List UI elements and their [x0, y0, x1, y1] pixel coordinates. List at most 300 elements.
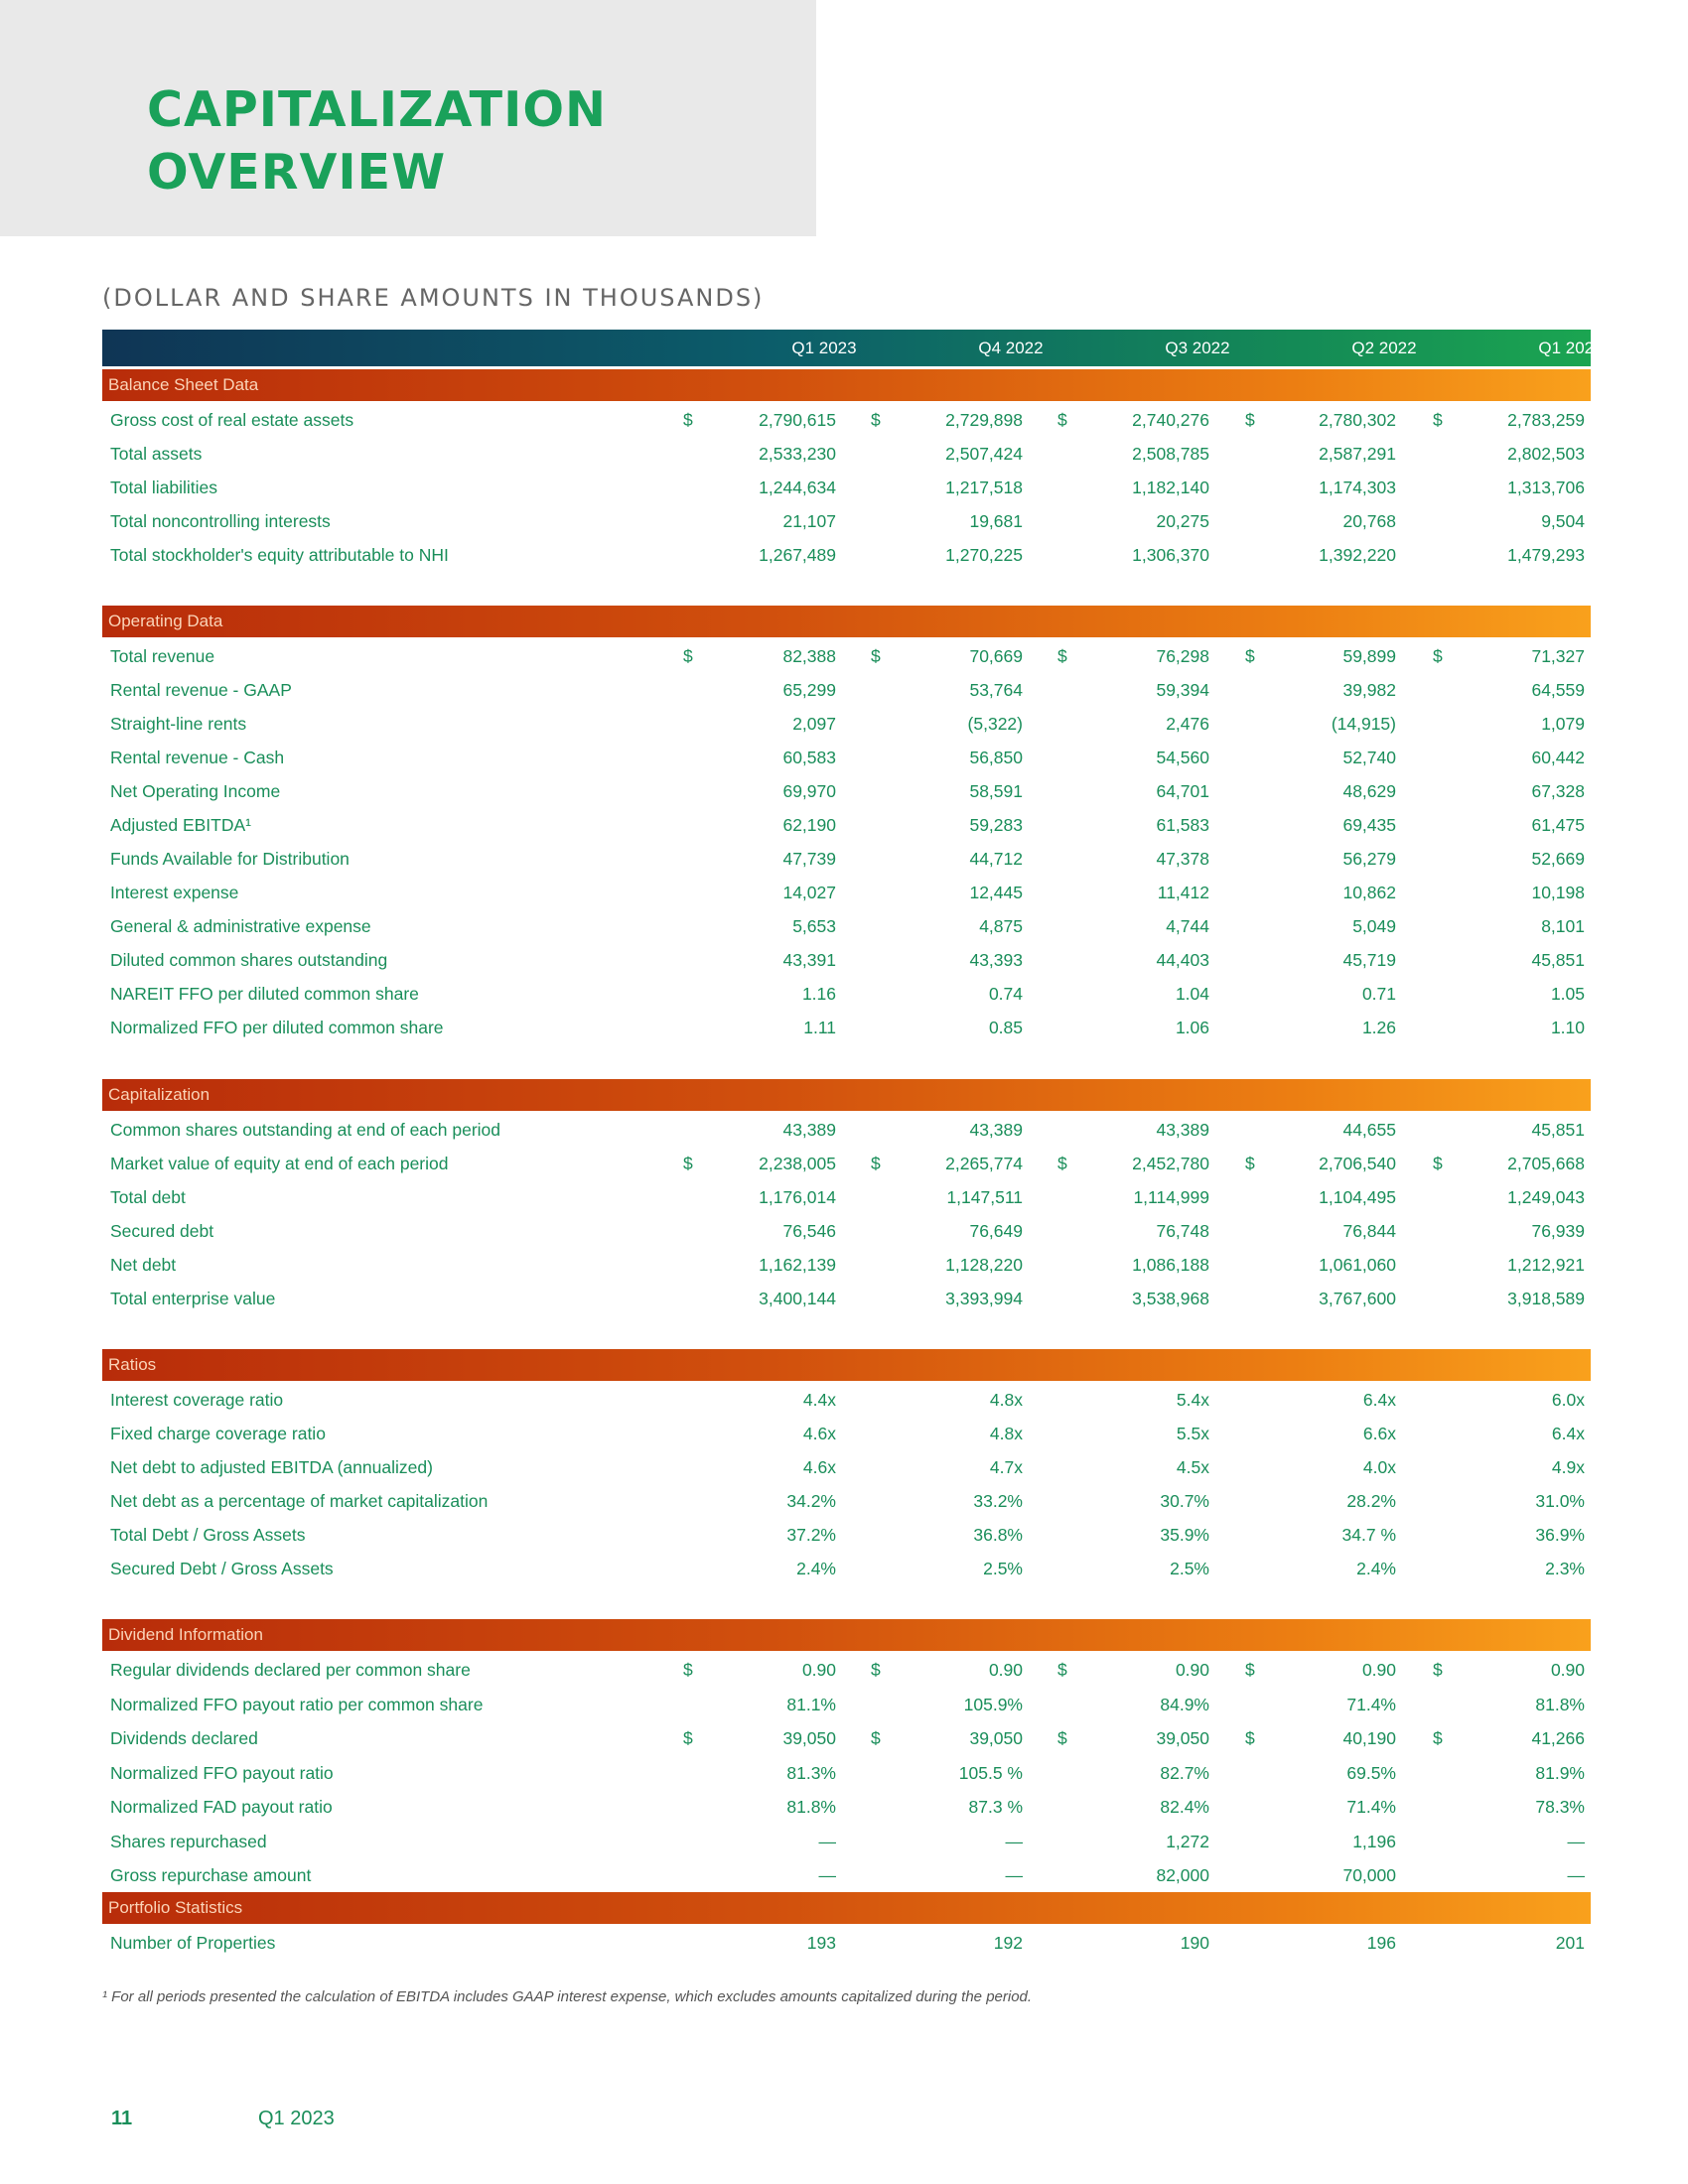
column-header-q1-2023: Q1 2023 — [791, 339, 857, 357]
cell-value: 11,412 — [1157, 883, 1209, 902]
cell-value: 14,027 — [782, 883, 836, 902]
table-row — [0, 977, 1688, 1011]
cell-value: 3,767,600 — [1319, 1289, 1396, 1308]
cell-value: 44,403 — [1156, 950, 1209, 970]
section-label: Portfolio Statistics — [108, 1898, 243, 1917]
cell-value: 61,475 — [1531, 815, 1585, 835]
cell-value: 34.7 % — [1341, 1525, 1396, 1545]
cell-value: 69,970 — [782, 781, 836, 801]
dollar-sign: $ — [871, 1154, 881, 1173]
cell-value: 2,265,774 — [945, 1154, 1023, 1173]
dollar-sign: $ — [1057, 1154, 1067, 1173]
cell-value: 41,266 — [1531, 1728, 1585, 1748]
table-row — [0, 1926, 1688, 1960]
table-row — [0, 808, 1688, 842]
cell-value: 2.5% — [983, 1559, 1023, 1578]
cell-value: 82.4% — [1160, 1797, 1209, 1817]
cell-value: 87.3 % — [968, 1797, 1023, 1817]
cell-value: — — [818, 1865, 836, 1885]
row-label: NAREIT FFO per diluted common share — [110, 984, 419, 1004]
cell-value: 2,729,898 — [945, 410, 1023, 430]
cell-value: 0.90 — [988, 1660, 1023, 1680]
cell-value: 192 — [993, 1933, 1023, 1953]
cell-value: 82.7% — [1160, 1762, 1209, 1783]
cell-value: 1.11 — [803, 1018, 836, 1037]
row-label: Fixed charge coverage ratio — [110, 1424, 326, 1443]
cell-value: 59,394 — [1156, 680, 1209, 700]
cell-value: 193 — [806, 1933, 836, 1953]
cell-value: 5,653 — [792, 916, 836, 936]
cell-value: 2,783,259 — [1507, 410, 1585, 430]
row-label: General & administrative expense — [110, 916, 371, 936]
cell-value: 36.9% — [1535, 1525, 1585, 1545]
dollar-sign: $ — [683, 646, 693, 666]
cell-value: 1,249,043 — [1507, 1187, 1585, 1207]
cell-value: 45,851 — [1531, 950, 1585, 970]
dollar-sign: $ — [1433, 1728, 1443, 1748]
cell-value: 47,378 — [1156, 849, 1209, 869]
cell-value: 12,445 — [969, 883, 1023, 902]
table-row — [0, 1790, 1688, 1824]
table-row — [0, 1450, 1688, 1484]
section-label: Balance Sheet Data — [108, 375, 259, 394]
cell-value: 2.4% — [1356, 1559, 1396, 1578]
cell-value: 105.9% — [963, 1694, 1023, 1714]
cell-value: 19,681 — [969, 511, 1023, 531]
row-label: Total liabilities — [110, 478, 217, 497]
table-row — [0, 1721, 1688, 1755]
cell-value: 71.4% — [1346, 1694, 1396, 1714]
row-label: Regular dividends declared per common share — [110, 1660, 471, 1680]
cell-value: 1.26 — [1361, 1018, 1396, 1037]
row-label: Normalized FFO payout ratio per common share — [110, 1694, 484, 1714]
cell-value: 76,649 — [969, 1221, 1023, 1241]
table-row — [0, 1653, 1688, 1687]
cell-value: 190 — [1180, 1933, 1209, 1953]
cell-value: 52,669 — [1531, 849, 1585, 869]
cell-value: 58,591 — [969, 781, 1023, 801]
cell-value: 4.4x — [802, 1390, 836, 1410]
cell-value: 36.8% — [973, 1525, 1023, 1545]
dollar-sign: $ — [871, 646, 881, 666]
row-label: Total assets — [110, 444, 203, 464]
cell-value: 6.6x — [1362, 1424, 1396, 1443]
cell-value: 1,147,511 — [946, 1187, 1023, 1207]
dollar-sign: $ — [1433, 410, 1443, 430]
cell-value: 5.4x — [1176, 1390, 1209, 1410]
dollar-sign: $ — [683, 1660, 693, 1680]
cell-value: (14,915) — [1331, 714, 1396, 734]
cell-value: 1,128,220 — [945, 1255, 1023, 1275]
row-label: Interest coverage ratio — [110, 1390, 284, 1410]
cell-value: 39,050 — [782, 1728, 836, 1748]
cell-value: 39,050 — [969, 1728, 1023, 1748]
table-row — [0, 741, 1688, 774]
row-label: Rental revenue - GAAP — [110, 680, 292, 700]
row-label: Normalized FAD payout ratio — [110, 1797, 333, 1817]
cell-value: 2,476 — [1166, 714, 1209, 734]
section-label: Dividend Information — [108, 1625, 263, 1644]
cell-value: 4,744 — [1166, 916, 1209, 936]
table-row — [0, 876, 1688, 909]
cell-value: 3,918,589 — [1507, 1289, 1585, 1308]
row-label: Funds Available for Distribution — [110, 849, 350, 869]
cell-value: 82,388 — [782, 646, 836, 666]
cell-value: 6.4x — [1362, 1390, 1396, 1410]
cell-value: 81.8% — [786, 1797, 836, 1817]
row-label: Diluted common shares outstanding — [110, 950, 388, 970]
cell-value: 1,086,188 — [1132, 1255, 1209, 1275]
cell-value: 4.5x — [1176, 1457, 1209, 1477]
cell-value: 71,327 — [1531, 646, 1585, 666]
cell-value: 2,705,668 — [1507, 1154, 1585, 1173]
footer-quarter: Q1 2023 — [258, 2108, 335, 2129]
row-label: Shares repurchased — [110, 1831, 267, 1851]
column-header-q3-2022: Q3 2022 — [1165, 339, 1230, 357]
row-label: Total Debt / Gross Assets — [110, 1525, 306, 1545]
table-row — [0, 538, 1688, 572]
cell-value: 60,583 — [782, 748, 836, 767]
cell-value: 64,559 — [1531, 680, 1585, 700]
section-header-portfolio — [102, 1892, 1591, 1924]
table-row — [0, 1552, 1688, 1585]
row-label: Net debt as a percentage of market capitalization — [110, 1491, 489, 1511]
dollar-sign: $ — [871, 1728, 881, 1748]
dollar-sign: $ — [683, 1728, 693, 1748]
row-label: Dividends declared — [110, 1728, 258, 1748]
cell-value: 1,182,140 — [1132, 478, 1209, 497]
section-header-dividend — [102, 1619, 1591, 1651]
dollar-sign: $ — [1433, 1154, 1443, 1173]
cell-value: 1,217,518 — [945, 478, 1023, 497]
table-row — [0, 1756, 1688, 1790]
table-row — [0, 1282, 1688, 1315]
cell-value: 2,238,005 — [759, 1154, 836, 1173]
table-row — [0, 1180, 1688, 1214]
cell-value: 43,391 — [782, 950, 836, 970]
cell-value: (5,322) — [967, 714, 1023, 734]
table-row — [0, 471, 1688, 504]
dollar-sign: $ — [683, 1154, 693, 1173]
cell-value: 0.90 — [801, 1660, 836, 1680]
cell-value: 84.9% — [1160, 1694, 1209, 1714]
row-label: Gross repurchase amount — [110, 1865, 312, 1885]
dollar-sign: $ — [1245, 1154, 1255, 1173]
cell-value: 76,546 — [782, 1221, 836, 1241]
cell-value: 2.5% — [1170, 1559, 1209, 1578]
page-title-line-2: OVERVIEW — [147, 144, 447, 201]
cell-value: 31.0% — [1535, 1491, 1585, 1511]
cell-value: 2,452,780 — [1132, 1154, 1209, 1173]
cell-value: 6.0x — [1551, 1390, 1585, 1410]
cell-value: 0.74 — [988, 984, 1023, 1004]
cell-value: 1,392,220 — [1319, 545, 1396, 565]
table-row — [0, 842, 1688, 876]
section-header-balance — [102, 369, 1591, 401]
cell-value: 37.2% — [786, 1525, 836, 1545]
cell-value: 64,701 — [1156, 781, 1209, 801]
cell-value: 69.5% — [1346, 1762, 1396, 1783]
row-label: Total stockholder's equity attributable to NHI — [110, 545, 449, 565]
cell-value: 59,899 — [1342, 646, 1396, 666]
cell-value: 44,712 — [969, 849, 1023, 869]
row-label: Number of Properties — [110, 1933, 276, 1953]
cell-value: 1,104,495 — [1319, 1187, 1396, 1207]
cell-value: 3,400,144 — [759, 1289, 836, 1308]
cell-value: 59,283 — [969, 815, 1023, 835]
cell-value: 1,212,921 — [1507, 1255, 1585, 1275]
cell-value: 39,050 — [1156, 1728, 1209, 1748]
cell-value: 43,389 — [782, 1120, 836, 1140]
cell-value: 81.9% — [1535, 1762, 1585, 1783]
table-row — [0, 1011, 1688, 1044]
row-label: Secured debt — [110, 1221, 214, 1241]
cell-value: 45,719 — [1342, 950, 1396, 970]
cell-value: 5.5x — [1176, 1424, 1209, 1443]
cell-value: 4.6x — [802, 1457, 836, 1477]
cell-value: — — [818, 1831, 836, 1851]
cell-value: 70,000 — [1342, 1865, 1396, 1885]
cell-value: 1.05 — [1550, 984, 1585, 1004]
table-row — [0, 1383, 1688, 1417]
cell-value: 1,272 — [1166, 1831, 1209, 1851]
cell-value: 0.90 — [1361, 1660, 1396, 1680]
row-label: Secured Debt / Gross Assets — [110, 1559, 334, 1578]
cell-value: 2.3% — [1545, 1559, 1585, 1578]
table-row — [0, 1825, 1688, 1858]
row-label: Gross cost of real estate assets — [110, 410, 354, 430]
cell-value: 43,393 — [969, 950, 1023, 970]
cell-value: 8,101 — [1541, 916, 1585, 936]
dollar-sign: $ — [1433, 1660, 1443, 1680]
cell-value: 40,190 — [1342, 1728, 1396, 1748]
row-label: Total enterprise value — [110, 1289, 276, 1308]
table-row — [0, 639, 1688, 673]
dollar-sign: $ — [1057, 646, 1067, 666]
cell-value: 81.1% — [786, 1694, 836, 1714]
cell-value: 2,802,503 — [1507, 444, 1585, 464]
cell-value: 76,844 — [1342, 1221, 1396, 1241]
cell-value: 2,507,424 — [945, 444, 1023, 464]
cell-value: 2,587,291 — [1319, 444, 1396, 464]
cell-value: 61,583 — [1156, 815, 1209, 835]
table-row — [0, 1417, 1688, 1450]
cell-value: 4.8x — [989, 1390, 1023, 1410]
cell-value: 196 — [1366, 1933, 1396, 1953]
dollar-sign: $ — [871, 410, 881, 430]
row-label: Market value of equity at end of each period — [110, 1154, 449, 1173]
cell-value: 2,790,615 — [759, 410, 836, 430]
table-row — [0, 943, 1688, 977]
cell-value: 56,850 — [969, 748, 1023, 767]
cell-value: 4.9x — [1551, 1457, 1585, 1477]
row-label: Normalized FFO payout ratio — [110, 1762, 334, 1783]
cell-value: 52,740 — [1342, 748, 1396, 767]
table-row — [0, 1113, 1688, 1147]
table-row — [0, 673, 1688, 707]
cell-value: 43,389 — [969, 1120, 1023, 1140]
cell-value: 62,190 — [782, 815, 836, 835]
cell-value: 105.5 % — [958, 1762, 1023, 1783]
section-header-operating — [102, 606, 1591, 637]
cell-value: 10,198 — [1531, 883, 1585, 902]
cell-value: 81.8% — [1535, 1694, 1585, 1714]
row-label: Common shares outstanding at end of each period — [110, 1120, 501, 1140]
cell-value: 4.7x — [989, 1457, 1023, 1477]
cell-value: — — [1567, 1831, 1585, 1851]
row-label: Total noncontrolling interests — [110, 511, 331, 531]
cell-value: 76,748 — [1156, 1221, 1209, 1241]
cell-value: 1,270,225 — [945, 545, 1023, 565]
row-label: Rental revenue - Cash — [110, 748, 285, 767]
cell-value: 69,435 — [1342, 815, 1396, 835]
cell-value: 4,875 — [979, 916, 1023, 936]
cell-value: 3,538,968 — [1132, 1289, 1209, 1308]
row-label: Total revenue — [110, 646, 215, 666]
cell-value: 6.4x — [1551, 1424, 1585, 1443]
cell-value: 1,244,634 — [759, 478, 836, 497]
cell-value: 65,299 — [782, 680, 836, 700]
page-title-line-1: CAPITALIZATION — [147, 81, 607, 138]
cell-value: 2.4% — [796, 1559, 836, 1578]
dollar-sign: $ — [1057, 1728, 1067, 1748]
dollar-sign: $ — [1433, 646, 1443, 666]
table-row — [0, 437, 1688, 471]
cell-value: 1,061,060 — [1319, 1255, 1396, 1275]
cell-value: 33.2% — [973, 1491, 1023, 1511]
cell-value: 76,939 — [1531, 1221, 1585, 1241]
cell-value: 5,049 — [1352, 916, 1396, 936]
title-box — [0, 0, 816, 236]
column-header-bar — [102, 330, 1604, 366]
cell-value: 10,862 — [1342, 883, 1396, 902]
cell-value: 30.7% — [1160, 1491, 1209, 1511]
cell-value: 2,533,230 — [759, 444, 836, 464]
row-label: Net debt — [110, 1255, 177, 1275]
column-header-q2-2022: Q2 2022 — [1351, 339, 1417, 357]
cell-value: 47,739 — [782, 849, 836, 869]
cell-value: 0.71 — [1361, 984, 1396, 1004]
cell-value: 56,279 — [1342, 849, 1396, 869]
section-label: Capitalization — [108, 1085, 211, 1104]
table-row — [0, 1147, 1688, 1180]
cell-value: 1,114,999 — [1133, 1187, 1209, 1207]
cell-value: 45,851 — [1531, 1120, 1585, 1140]
cell-value: 1,176,014 — [759, 1187, 836, 1207]
cell-value: 21,107 — [782, 511, 836, 531]
row-label: Net Operating Income — [110, 781, 281, 801]
section-label: Operating Data — [108, 612, 223, 630]
cell-value: 20,275 — [1156, 511, 1209, 531]
table-row — [0, 1688, 1688, 1721]
table-row — [0, 1248, 1688, 1282]
cell-value: 48,629 — [1342, 781, 1396, 801]
table-row — [0, 707, 1688, 741]
cell-value: — — [1005, 1831, 1023, 1851]
cell-value: 20,768 — [1342, 511, 1396, 531]
cell-value: 1.04 — [1175, 984, 1209, 1004]
table-row — [0, 504, 1688, 538]
row-label: Total debt — [110, 1187, 186, 1207]
row-label: Interest expense — [110, 883, 239, 902]
table-row — [0, 1484, 1688, 1518]
cell-value: 60,442 — [1531, 748, 1585, 767]
table-row — [0, 774, 1688, 808]
cell-value: 28.2% — [1346, 1491, 1396, 1511]
page-number: 11 — [111, 2108, 133, 2129]
section-label: Ratios — [108, 1355, 157, 1374]
table-row — [0, 1858, 1688, 1892]
cell-value: — — [1005, 1865, 1023, 1885]
row-label: Normalized FFO per diluted common share — [110, 1018, 444, 1037]
cell-value: 1,174,303 — [1319, 478, 1396, 497]
cell-value: 0.85 — [988, 1018, 1023, 1037]
dollar-sign: $ — [1245, 1728, 1255, 1748]
cell-value: 1,313,706 — [1507, 478, 1585, 497]
cell-value: — — [1567, 1865, 1585, 1885]
dollar-sign: $ — [1245, 646, 1255, 666]
dollar-sign: $ — [1057, 410, 1067, 430]
cell-value: 4.0x — [1362, 1457, 1396, 1477]
cell-value: 43,389 — [1156, 1120, 1209, 1140]
column-header-q4-2022: Q4 2022 — [978, 339, 1044, 357]
cell-value: 34.2% — [786, 1491, 836, 1511]
row-label: Straight-line rents — [110, 714, 247, 734]
cell-value: 0.90 — [1175, 1660, 1209, 1680]
cell-value: 1,079 — [1541, 714, 1585, 734]
section-header-capitalization — [102, 1079, 1591, 1111]
cell-value: 39,982 — [1342, 680, 1396, 700]
dollar-sign: $ — [1245, 410, 1255, 430]
cell-value: 2,097 — [792, 714, 836, 734]
column-header-q1-2022: Q1 2022 — [1538, 339, 1604, 357]
cell-value: 1,267,489 — [759, 545, 836, 565]
cell-value: 1.16 — [801, 984, 836, 1004]
cell-value: 0.90 — [1550, 1660, 1585, 1680]
cell-value: 71.4% — [1346, 1797, 1396, 1817]
dollar-sign: $ — [1057, 1660, 1067, 1680]
dollar-sign: $ — [683, 410, 693, 430]
row-label: Net debt to adjusted EBITDA (annualized) — [110, 1457, 433, 1477]
cell-value: 1,196 — [1352, 1831, 1396, 1851]
table-row — [0, 1518, 1688, 1552]
cell-value: 1,479,293 — [1507, 545, 1585, 565]
cell-value: 67,328 — [1531, 781, 1585, 801]
cell-value: 81.3% — [786, 1762, 836, 1783]
cell-value: 78.3% — [1535, 1797, 1585, 1817]
cell-value: 4.8x — [989, 1424, 1023, 1443]
cell-value: 2,508,785 — [1132, 444, 1209, 464]
cell-value: 53,764 — [969, 680, 1023, 700]
cell-value: 9,504 — [1541, 511, 1585, 531]
cell-value: 3,393,994 — [945, 1289, 1023, 1308]
cell-value: 1,306,370 — [1132, 545, 1209, 565]
cell-value: 82,000 — [1156, 1865, 1209, 1885]
dollar-sign: $ — [1245, 1660, 1255, 1680]
cell-value: 1,162,139 — [759, 1255, 836, 1275]
cell-value: 76,298 — [1156, 646, 1209, 666]
cell-value: 35.9% — [1160, 1525, 1209, 1545]
footnote: ¹ For all periods presented the calculation of EBITDA includes GAAP interest expense, which excludes amounts capitalized during the period. — [102, 1988, 1033, 2005]
cell-value: 54,560 — [1156, 748, 1209, 767]
cell-value: 1.06 — [1175, 1018, 1209, 1037]
table-subtitle: (DOLLAR AND SHARE AMOUNTS IN THOUSANDS) — [102, 284, 765, 312]
cell-value: 2,706,540 — [1319, 1154, 1396, 1173]
table-row — [0, 909, 1688, 943]
cell-value: 4.6x — [802, 1424, 836, 1443]
dollar-sign: $ — [871, 1660, 881, 1680]
table-row — [0, 1214, 1688, 1248]
